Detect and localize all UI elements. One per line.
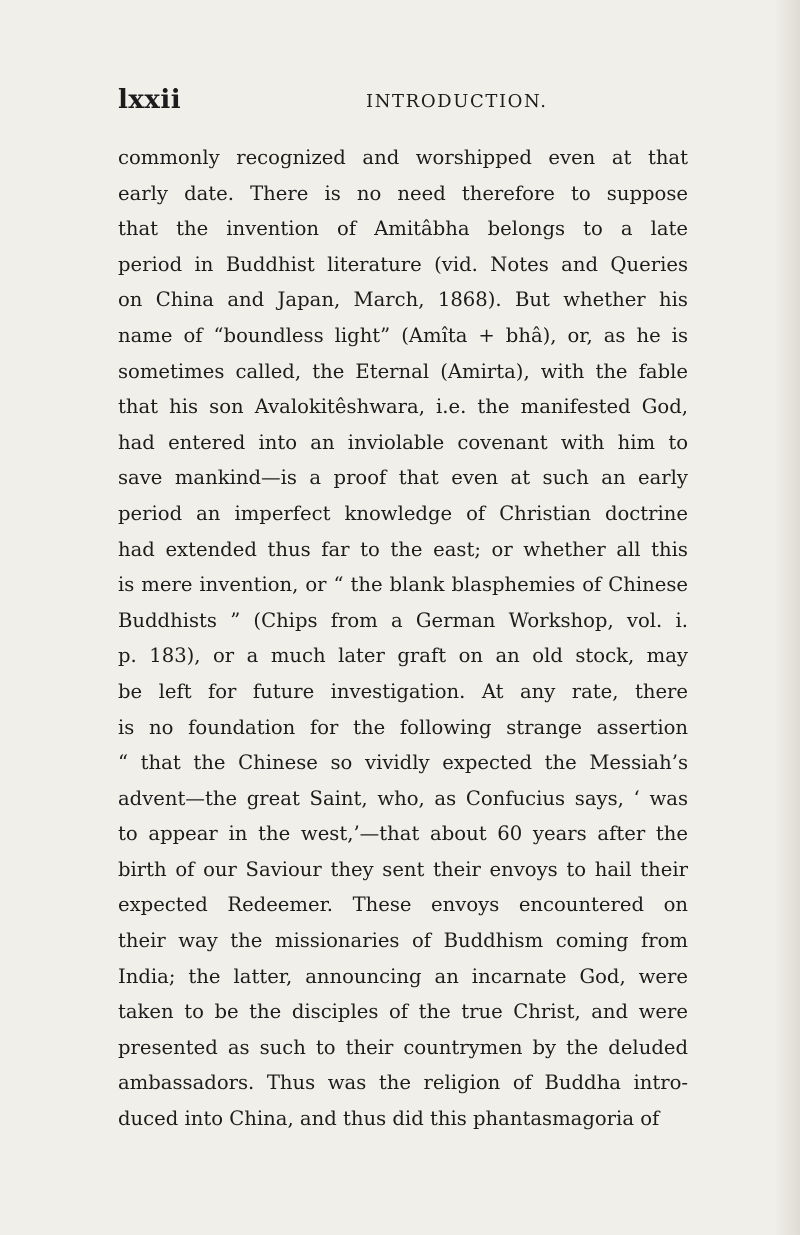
text-line: taken to be the disciples of the true Christ, and were xyxy=(118,1000,688,1024)
text-line: Buddhists ” (Chips from a German Workshop, vol. i. xyxy=(118,608,688,632)
text-line: advent—the great Saint, who, as Confucius says, ‘ was xyxy=(118,786,688,810)
text-line: to appear in the west,’—that about 60 years after the xyxy=(118,822,688,846)
text-line: India; the latter, announcing an incarnate God, were xyxy=(118,964,688,988)
text-line: commonly recognized and worshipped even at that xyxy=(118,146,688,169)
text-line: period in Buddhist literature (vid. Notes and Queries xyxy=(118,252,688,276)
text-line: save mankind—is a proof that even at such an early xyxy=(118,466,688,490)
text-line: p. 183), or a much later graft on an old stock, may xyxy=(118,644,688,668)
text-line: is no foundation for the following strange assertion xyxy=(118,715,688,739)
text-line: their way the missionaries of Buddhism coming from xyxy=(118,929,688,953)
text-line: expected Redeemer. These envoys encountered on xyxy=(118,893,688,917)
page-gutter-shadow xyxy=(774,0,800,1235)
text-line: duced into China, and thus did this phantasmagoria of xyxy=(118,1107,660,1131)
text-line: name of “boundless light” (Amîta + bhâ), or, as he is xyxy=(118,323,688,347)
text-line: had entered into an inviolable covenant with him to xyxy=(118,430,688,454)
text-line: on China and Japan, March, 1868). But whether his xyxy=(118,288,688,312)
running-title: INTRODUCTION. xyxy=(366,91,548,112)
page-header xyxy=(118,85,678,121)
text-line: that the invention of Amitâbha belongs to a late xyxy=(118,217,688,241)
text-line: that his son Avalokitêshwara, i.e. the manifested God, xyxy=(118,395,688,419)
body-paragraph xyxy=(118,140,688,1137)
text-line: had extended thus far to the east; or whether all this xyxy=(118,537,688,561)
page-number: lxxii xyxy=(118,85,182,115)
text-line: be left for future investigation. At any rate, there xyxy=(118,679,688,703)
text-line: is mere invention, or “ the blank blasphemies of Chinese xyxy=(118,573,688,597)
text-line: “ that the Chinese so vividly expected the Messiah’s xyxy=(118,751,688,775)
text-line: sometimes called, the Eternal (Amirta), with the fable xyxy=(118,359,688,383)
text-line: presented as such to their countrymen by the deluded xyxy=(118,1035,688,1059)
text-line: ambassadors. Thus was the religion of Buddha intro- xyxy=(118,1071,688,1095)
text-line: period an imperfect knowledge of Christian doctrine xyxy=(118,501,688,525)
text-line: early date. There is no need therefore to suppose xyxy=(118,181,688,205)
text-line: birth of our Saviour they sent their envoys to hail their xyxy=(118,857,688,881)
